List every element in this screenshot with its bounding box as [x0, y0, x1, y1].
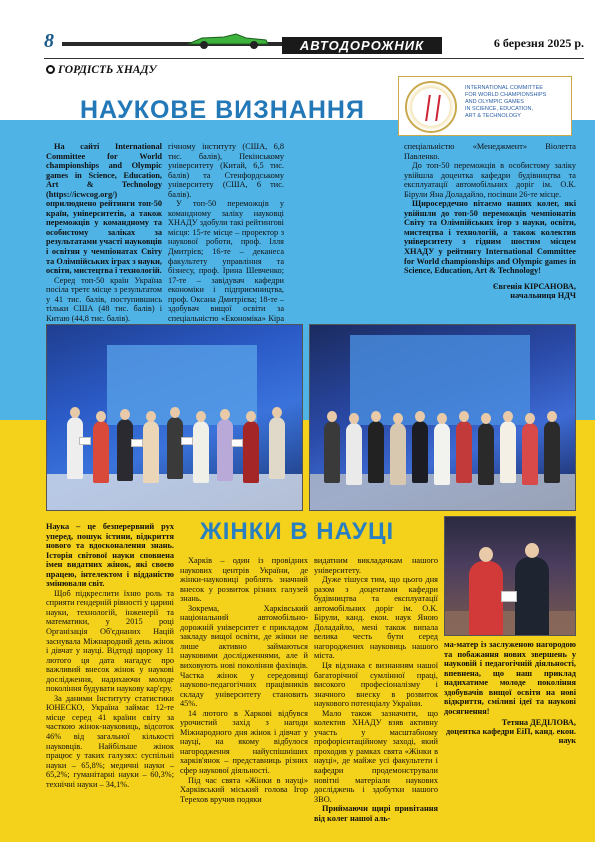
- article1-signature: [404, 282, 576, 300]
- page-header: [44, 30, 584, 56]
- article2-paragraph: 14 лютого в Харкові відбувся урочистий захід з нагоди Міжнародного дня жінок і дівчат у науці, на якому відбулося нагородження найуспішніших харків'янок – представниць різних сфер наукової діяльності.: [180, 708, 308, 776]
- article1-paragraph: До топ-50 переможців в особистому заліку увійшла доцентка кафедри будівництва та експлуатації автомобільних доріг ім. О.К. Бірули Яна Доладайло, посівши 26-те місце.: [404, 161, 576, 199]
- award-photo-small: [444, 516, 576, 636]
- article2-paragraph: Дуже тішуся тим, що цього дня разом з доцентами кафедри будівництва та експлуатації автомобільних доріг ім. О.К. Бірули, канд. екон. наук Яною Доладайло, мені також випала велика честь бути серед нагороджених науковиць нашого міста.: [314, 575, 438, 661]
- article2-column-1: [46, 522, 174, 789]
- article2-paragraph: За даними Інституту статистики ЮНЕСКО, Україна займає 12-те місце серед 41 країни світу за часткою жінок-науковиць, відсоток 46% від загальної кількості науковців. Найбільше жінок працює у таких галузях: суспільні науки – 65,8%; медичні науки – 65,2%; гуманітарні науки – 60,3%; технічні науки – 34,1%.: [46, 693, 174, 789]
- page-number: 8: [44, 30, 54, 52]
- article2-paragraph: видатним викладачкам нашого університету.: [314, 556, 438, 575]
- article1-lead: На сайті International Committee for World championships and Olympic games in Science, Education, Art & Technology (https://icwcog.org/) оприлюднено рейтинги топ-50 країн, університетів, а також переможців у командному та особистому заліках за результатами участі науковців і освітян у чемпіонатах Світу та Олімпійських іграх з науки, освіти, мистецтва і технологій.: [46, 142, 162, 276]
- article1-paragraph: гічному інституту (США, 6,8 тис. балів), Пекінському університету (Китай, 6,5 тис. балів) та Стенфордському університету (США, 6 тис. балів).: [168, 142, 284, 199]
- article2-paragraph: Зокрема, Харківський національний автомобільно-дорожній університет є прикладом закладу вищої освіти, де жінки не лише активно займаються науковими дослідженнями, але й виховують нові покоління фахівців. Частка жінок у середовищі науково-педагогічних працівників складу університету становить 45%.: [180, 603, 308, 709]
- article2-lead: Наука – це безперервний рух уперед, пошук істини, відкриття нового та вдосконалення знань. Історія світової науки сповнена імен видатних жінок, які своєю працею, інтелектом і відданістю змінювали світ.: [46, 522, 174, 589]
- article1-paragraph: Серед топ-50 країн Україна посіла третє місце з результатом у 41 тис. балів, поступившись тільки США (48 тис. балів) і Китаю (44,8 тис. балів).: [46, 275, 162, 323]
- article2-column-3: [314, 556, 438, 823]
- article2-signature: [444, 718, 576, 745]
- article2-paragraph-bold: Приймаючи щирі привітання від колег нашої аль-: [314, 804, 438, 823]
- article1-paragraph: спеціальністю «Менеджмент» Віолетта Павленко.: [404, 142, 576, 161]
- issue-date: 6 березня 2025 р.: [493, 36, 584, 50]
- article2-column-4: [444, 640, 576, 745]
- article2-paragraph: Під час свята «Жінки в науці» Харківський міський голова Ігор Терехов вручив подяки: [180, 775, 308, 804]
- ceremony-photo-right: [309, 324, 576, 511]
- logo-text: INTERNATIONAL COMMITTEE FOR WORLD CHAMPIONSHIPS AND OLYMPIC GAMES IN SCIENCE, EDUCATION, ART & TECHNOLOGY: [465, 85, 547, 119]
- header-divider: [44, 58, 584, 59]
- article2-column-2: [180, 556, 308, 804]
- rubric: [46, 64, 156, 76]
- masthead-title: АВТОДОРОЖНИК: [282, 37, 442, 54]
- ceremony-photo-left: [46, 324, 303, 511]
- article2-paragraph: Ця відзнака є визнанням нашої багаторічної сумлінної праці, високого професіоналізму і значного внеску в розвиток наукового потенціалу України.: [314, 661, 438, 709]
- article2-author-role: доцентка кафедри ЕіП, канд. екон. наук: [445, 727, 576, 746]
- article1-author-role: начальниця НДЧ: [510, 290, 576, 300]
- rubric-label: ГОРДІСТЬ ХНАДУ: [58, 64, 157, 76]
- article1-closing: Щиросердечно вітаємо наших колег, які увійшли до топ-50 переможців чемпіонатів Світу та Олімпійських ігор з науки, освіти, мистецтва і технологій, а також колектив університету з гідним шостим місцем ХНАДУ у рейтингу International Committee for World championships and Olympic games in Science, Education, Art & Technology!: [404, 199, 576, 276]
- article2-closing: ма-матер із заслуженою нагородою та побажання нових звершень у науковій і педагогічній діяльності, впевнена, що наш приклад надихатиме молоде покоління здобувачів вищої освіти на нові відкриття, сміливі ідеї та наукові досягнення!: [444, 640, 576, 716]
- article1-paragraph: У топ-50 переможців у командному заліку науковці ХНАДУ здобули такі рейтингові місця: 15-те місце – проректор з наукової роботи, проф. Ілля Дмитрієв; 16-те – деканеса факультету управління та бізнесу, проф. Ірина Шевченко; 17-те – завідувач кафедри економіки і підприємництва, проф. Оксана Дмитрієва; 18-те – здобувач вищої освіти за спеціальністю «Економіка» Кіра: [168, 199, 284, 323]
- article1-column-4: [404, 142, 576, 300]
- article2-author: Тетяна ДЕДІЛОВА,: [501, 718, 576, 728]
- article2-paragraph: Щоб підкреслити їхню роль та сприяти гендерній рівності у царині науки, технологій, інженерії та математики, у 2015 році Організація Об'єднаних Націй заснувала Міжнародний день жінок і дівчат у науці. Відтоді щороку 11 лютого ця дата нагадує про важливий внесок жінок у наукові дослідження, надихаючи молоде покоління будувати наукову кар'єру.: [46, 588, 174, 694]
- seal-icon: [405, 81, 457, 133]
- article2-paragraph: Харків – один із провідних наукових центрів України, де жінки-науковиці роблять значний внесок у розвиток різних галузей знань.: [180, 556, 308, 604]
- rubric-bullet-icon: [46, 65, 55, 74]
- article1-author: Євгенія КІРСАНОВА,: [492, 281, 576, 291]
- race-car-icon: [184, 32, 272, 50]
- article2-paragraph: Мало також зазначити, що колектив ХНАДУ взяв активну участь у масштабному профорієнтаційному заході, який проходив у рамках свята «Жінки в науці», де майже усі факультети і кафедри продемонстрували новітні матеріали наукових досліджень і здобутки нашого ЗВО.: [314, 708, 438, 804]
- article2-title: ЖІНКИ В НАУЦІ: [200, 518, 395, 545]
- article1-title: НАУКОВЕ ВИЗНАННЯ: [80, 96, 365, 124]
- icwcog-logo: [398, 76, 572, 136]
